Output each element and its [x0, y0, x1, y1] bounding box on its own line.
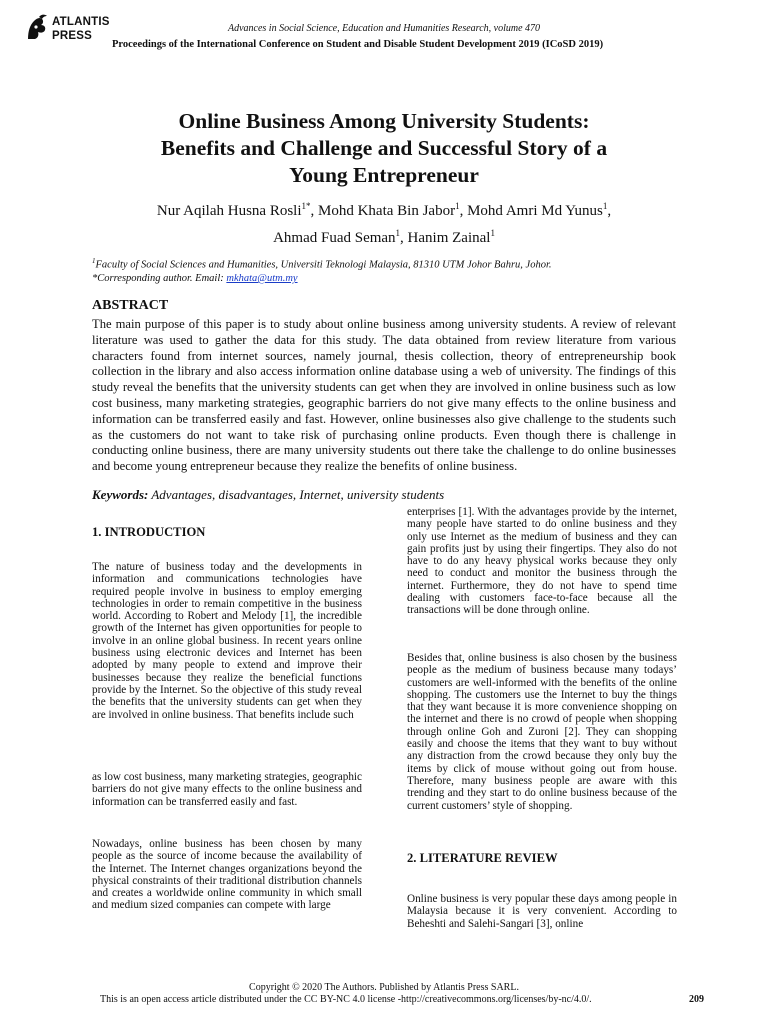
intro-paragraph-5: [407, 652, 677, 812]
author-name: Ahmad Fuad Seman: [273, 230, 396, 246]
author-line1: [40, 195, 728, 222]
corresponding-author-label: *Corresponding author. Email:: [92, 273, 227, 284]
intro-paragraph-2: [92, 771, 362, 808]
conference-title: Proceedings of the International Conference on Student and Disable Student Development 2019 (ICoSD 2019): [112, 39, 604, 50]
affiliation-mark: 1: [92, 257, 96, 265]
paragraph-text: Besides that, online business is also chosen by the business people as the medium of business because many todays’ customers are well-informed with the benefits of the online shopping. The customers use the Internet to buy the things that they want because it is more convenience shopping on the internet and there is no crowd of people when shopping through online Goh and Zuroni [2]. They can shopping easily and choose the items that they want to buy without any distraction from the crowd because they only buy the items by click of mouse without going out from house. Therefore, many business people are aware with this trending and they start to do online business because of the current customers’ style of shopping.: [407, 652, 677, 812]
author-affiliation-mark: 1: [602, 201, 608, 211]
author-line2: [40, 222, 728, 249]
author-affiliation-mark: 1*: [301, 201, 311, 211]
paragraph-text: Nowadays, online business has been chosen by many people as the source of income because the availability of the Internet. The Internet changes organizations beyond the physical constraints of their traditional distribution channels and creates a worldwide online community in which small and medium sized companies can compete with large: [92, 838, 362, 912]
paragraph-text: Online business is very popular these days among people in Malaysia because it is very convenient. According to Beheshti and Salehi-Sangari [3], online: [407, 893, 677, 930]
keywords-line: [92, 487, 444, 503]
paragraph-text: as low cost business, many marketing strategies, geographic barriers do not give many effects to the online business and information can be transferred easily and fast.: [92, 771, 362, 808]
section-heading-introduction: 1. INTRODUCTION: [92, 525, 206, 539]
author-affiliation-mark: 1: [490, 228, 495, 238]
paper-title-line1: Online Business Among University Students:: [178, 109, 590, 133]
literature-paragraph-1: [407, 893, 677, 930]
abstract-body: The main purpose of this paper is to study about online business among university students. A review of relevant literature was used to gather the data for this study. The data obtained from review literature from various characters found from internet sources, namely journal, thesis collection, theory of entrepreneurship book collection in the library and also access information online database using a web of university. The findings of this study reveal the benefits that the university students can get when they are involved in online business such as low cost business, many marketing strategies, geographic barriers do not give many effects to the online business and information can be transferred easily and fast. However, online businesses also give challenge to the students such as the customers do not want to take risk of purchasing online products. Even though there is challenge in conducting online business, there are many university students out there take the challenge to do online businesses and become young entrepreneur because they realize the benefits of online business.: [92, 317, 676, 474]
author-name: , Mohd Amri Md Yunus: [459, 203, 603, 219]
page-number: 209: [689, 994, 704, 1005]
author-affiliation-mark: 1: [395, 228, 401, 238]
intro-paragraph-4: [407, 506, 677, 617]
paper-title-line3: Young Entrepreneur: [289, 163, 479, 187]
corresponding-author-line: [92, 272, 732, 286]
author-name: Nur Aqilah Husna Rosli: [156, 203, 302, 219]
author-name: , Hanim Zainal: [400, 230, 491, 246]
paper-title-line2: Benefits and Challenge and Successful Story of a: [160, 136, 608, 160]
author-list: [40, 195, 728, 249]
affiliation-text: Faculty of Social Sciences and Humanities, Universiti Teknologi Malaysia, 81310 UTM Johor Bahru, Johor.: [95, 259, 552, 271]
affiliation-block: [92, 255, 732, 286]
section-heading-literature-review: 2. LITERATURE REVIEW: [407, 851, 558, 865]
corresponding-email-link[interactable]: mkhata@utm.my: [226, 273, 298, 284]
author-separator: ,: [607, 203, 612, 219]
footer-copyright: Copyright © 2020 The Authors. Published by Atlantis Press SARL.: [249, 982, 519, 993]
footer-license: This is an open access article distributed under the CC BY-NC 4.0 license -http://creativecommons.org/licenses/by-nc/4.0/.: [100, 994, 592, 1005]
intro-paragraph-3: [92, 838, 362, 912]
author-affiliation-mark: 1: [455, 201, 460, 211]
keywords-label: Keywords:: [92, 487, 149, 502]
abstract-heading: ABSTRACT: [92, 298, 169, 313]
paper-title: [40, 108, 728, 189]
affiliation-line: [92, 255, 732, 272]
publisher-name-line1: ATLANTIS: [52, 16, 110, 28]
paragraph-text: The nature of business today and the developments in information and communications technologies have required people involve in business to employ emerging technologies in order to remain competitive in the business world. According to Robert and Melody [1], the incredible growth of the Internet has given opportunities for people to involve in an online global business. In recent years online business using electronic devices and Internet has been adopted by many people to extend and improve their businesses because they realize the beneficial functions provide by the Internet. So the objective of this study reveal the benefits that the university students can get when they are involved in online business. That benefits include such: [92, 561, 362, 721]
series-title: Advances in Social Science, Education and Humanities Research, volume 470: [227, 23, 541, 34]
keywords-text: Advantages, disadvantages, Internet, university students: [148, 487, 445, 502]
publisher-name-line2: PRESS: [52, 30, 92, 42]
paragraph-text: enterprises [1]. With the advantages provide by the internet, many people have started to do online business and they only use Internet as the medium of business and they can gain profits just by using their fingertips. They also do not have to do any heavy physical works because they only need to conduct and monitor the business through the internet. Furthermore, they do not have to spend time dealing with customers face-to-face because all the transactions will be done through online.: [407, 506, 677, 617]
intro-paragraph-1: [92, 561, 362, 721]
author-name: , Mohd Khata Bin Jabor: [310, 203, 456, 219]
